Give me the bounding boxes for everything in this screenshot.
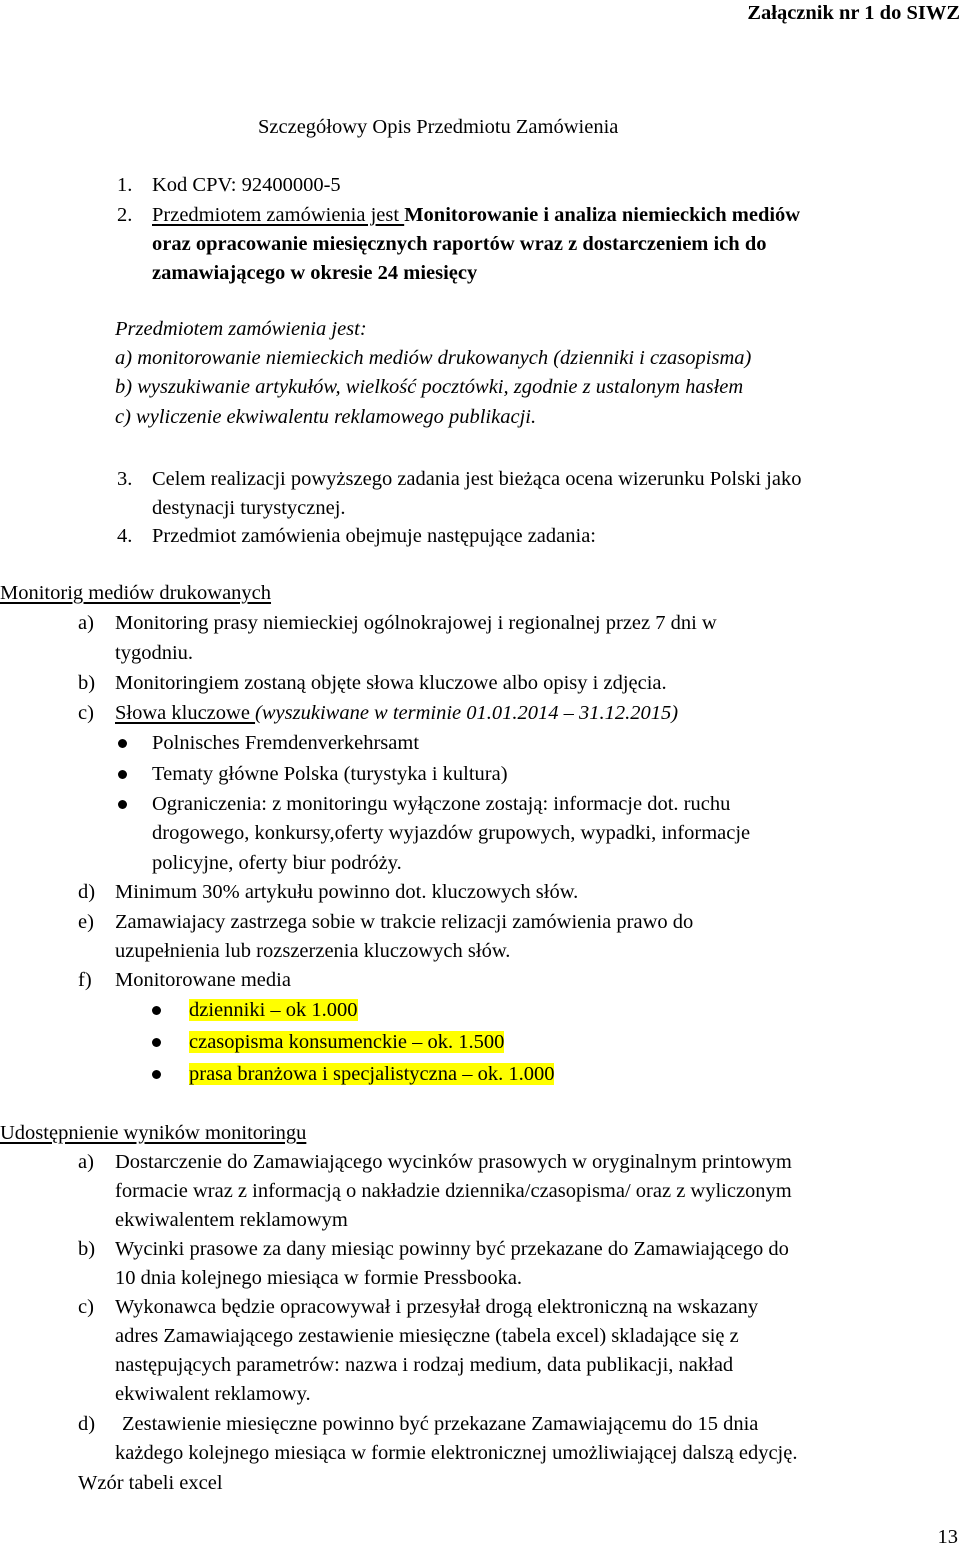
media-item-1-highlight: dzienniki – ok 1.000: [189, 999, 358, 1021]
media-item-2-highlight: czasopisma konsumenckie – ok. 1.500: [189, 1031, 505, 1053]
results-a-line-3: ekwiwalentem reklamowym: [115, 1209, 348, 1231]
results-a-line-1: Dostarczenie do Zamawiającego wycinków prasowych w oryginalnym printowym: [115, 1151, 792, 1173]
excel-template-label: Wzór tabeli excel: [78, 1472, 223, 1494]
results-d-line-2: każdego kolejnego miesiąca w formie elektronicznej umożliwiającej dalszą edycję.: [115, 1442, 798, 1464]
page-number: 13: [937, 1526, 958, 1548]
item-2-line-2: oraz opracowanie miesięcznych raportów wraz z dostarczeniem ich do: [152, 233, 767, 255]
monitoring-e-marker: e): [78, 911, 94, 933]
bullet-icon: [152, 1070, 161, 1079]
monitoring-a-line-1: Monitoring prasy niemieckiej ogólnokrajowej i regionalnej przez 7 dni w: [115, 612, 717, 634]
results-b-marker: b): [78, 1238, 96, 1260]
monitoring-f-marker: f): [78, 969, 92, 991]
media-item-1: [189, 997, 358, 1023]
monitoring-a-line-2: tygodniu.: [115, 642, 194, 664]
keyword-item-2: Tematy główne Polska (turystyka i kultura): [152, 763, 508, 785]
scope-heading: Przedmiotem zamówienia jest:: [115, 318, 367, 340]
monitoring-b-marker: b): [78, 672, 96, 694]
results-c-line-1: Wykonawca będzie opracowywał i przesyłał drogą elektroniczną na wskazany: [115, 1296, 759, 1318]
results-b-line-1: Wycinki prasowe za dany miesiąc powinny być przekazane do Zamawiającego do: [115, 1238, 789, 1260]
results-b-line-2: 10 dnia kolejnego miesiąca w formie Pressbooka.: [115, 1267, 523, 1289]
monitoring-e-line-1: Zamawiajacy zastrzega sobie w trakcie relizacji zamówienia prawo do: [115, 911, 694, 933]
item-2-number: 2.: [117, 204, 133, 226]
monitoring-a-marker: a): [78, 612, 94, 634]
item-2-bold-1: Monitorowanie i analiza niemieckich mediów: [404, 204, 801, 226]
keywords-label: Słowa kluczowe: [115, 702, 256, 724]
monitoring-d-marker: d): [78, 881, 96, 903]
keywords-date-note: (wyszukiwane w terminie 01.01.2014 – 31.12.2015): [255, 702, 679, 724]
keyword-item-3-line-2: drogowego, konkursy,oferty wyjazdów grupowych, wypadki, informacje: [152, 822, 751, 844]
scope-item-c: c) wyliczenie ekwiwalentu reklamowego publikacji.: [115, 406, 537, 428]
item-4-number: 4.: [117, 525, 133, 547]
bullet-icon: [118, 800, 127, 809]
keyword-item-1: Polnisches Fremdenverkehrsamt: [152, 732, 420, 754]
item-2-lead: Przedmiotem zamówienia jest: [152, 204, 405, 226]
scope-item-b: b) wyszukiwanie artykułów, wielkość pocztówki, zgodnie z ustalonym hasłem: [115, 376, 744, 398]
monitoring-heading: Monitorig mediów drukowanych: [0, 582, 272, 604]
keyword-item-3-line-3: policyjne, oferty biur podróży.: [152, 852, 402, 874]
item-3-line-2: destynacji turystycznej.: [152, 497, 346, 519]
scope-item-a: a) monitorowanie niemieckich mediów drukowanych (dzienniki i czasopisma): [115, 347, 752, 369]
item-1-number: 1.: [117, 174, 133, 196]
bullet-icon: [118, 739, 127, 748]
monitoring-b-text: Monitoringiem zostaną objęte słowa kluczowe albo opisy i zdjęcia.: [115, 672, 667, 694]
monitoring-d-text: Minimum 30% artykułu powinno dot. kluczowych słów.: [115, 881, 579, 903]
item-2-line-3: zamawiającego w okresie 24 miesięcy: [152, 262, 478, 284]
document-title: Szczegółowy Opis Przedmiotu Zamówienia: [258, 116, 619, 138]
bullet-icon: [118, 770, 127, 779]
media-item-2: [189, 1029, 504, 1055]
results-c-marker: c): [78, 1296, 94, 1318]
item-3-line-1: Celem realizacji powyższego zadania jest bieżąca ocena wizerunku Polski jako: [152, 468, 802, 490]
media-item-3-highlight: prasa branżowa i specjalistyczna – ok. 1.000: [189, 1063, 555, 1085]
monitoring-c-line: [115, 700, 678, 726]
results-d-line-1: Zestawienie miesięczne powinno być przekazane Zamawiającemu do 15 dnia: [122, 1413, 759, 1435]
results-c-line-4: ekwiwalent reklamowy.: [115, 1383, 311, 1405]
monitoring-f-text: Monitorowane media: [115, 969, 291, 991]
item-3-number: 3.: [117, 468, 133, 490]
monitoring-c-marker: c): [78, 702, 94, 724]
results-heading: Udostępnienie wyników monitoringu: [0, 1122, 307, 1144]
item-2-line-1: [152, 202, 800, 228]
monitoring-e-line-2: uzupełnienia lub rozszerzenia kluczowych słów.: [115, 940, 511, 962]
item-4-text: Przedmiot zamówienia obejmuje następujące zadania:: [152, 525, 596, 547]
results-d-marker: d): [78, 1413, 96, 1435]
results-c-line-3: następujących parametrów: nazwa i rodzaj medium, data publikacji, nakład: [115, 1354, 734, 1376]
results-a-marker: a): [78, 1151, 94, 1173]
results-a-line-2: formacie wraz z informacją o nakładzie dziennika/czasopisma/ oraz z wyliczonym: [115, 1180, 792, 1202]
keyword-item-3: Ograniczenia: z monitoringu wyłączone zostają: informacje dot. ruchu: [152, 793, 731, 815]
bullet-icon: [152, 1006, 161, 1015]
item-1-text: Kod CPV: 92400000-5: [152, 174, 341, 196]
bullet-icon: [152, 1038, 161, 1047]
media-item-3: [189, 1061, 554, 1087]
results-c-line-2: adres Zamawiającego zestawienie miesięczne (tabela excel) skladające się z: [115, 1325, 739, 1347]
attachment-header: Załącznik nr 1 do SIWZ: [747, 2, 960, 24]
